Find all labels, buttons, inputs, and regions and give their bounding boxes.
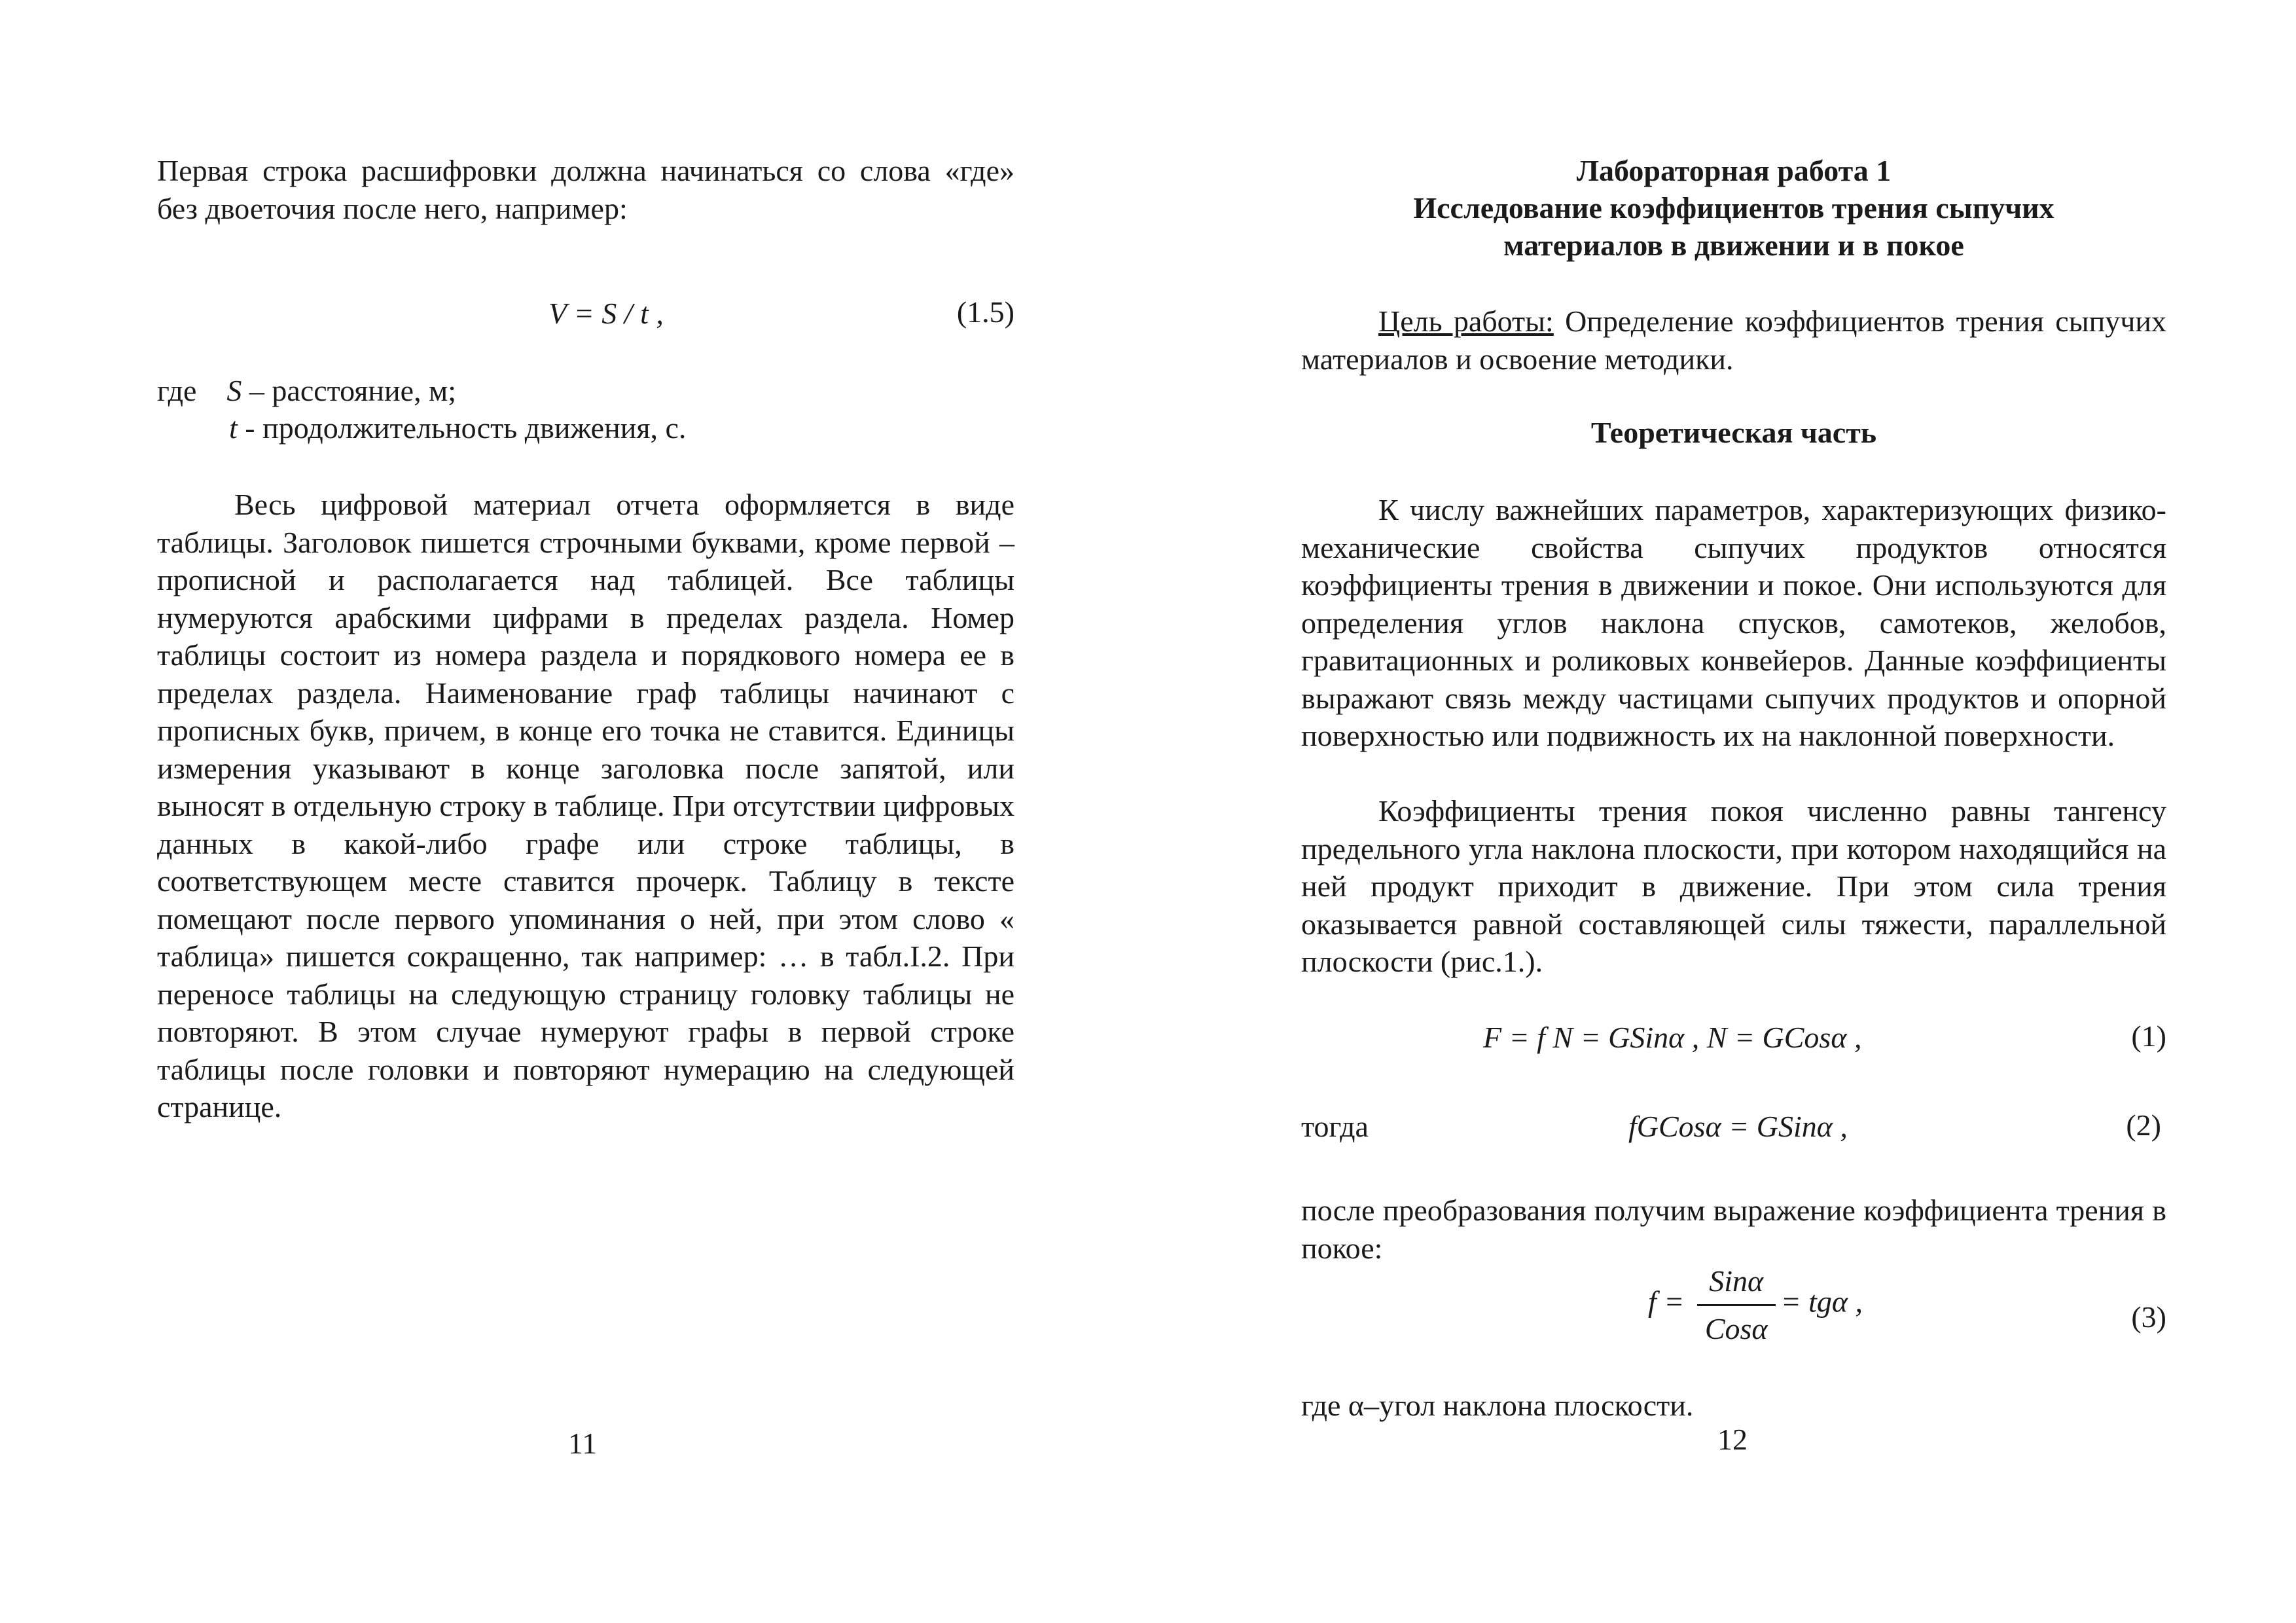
left-tables-paragraph: Весь цифровой материал отчета оформляется в виде таблицы. Заголовок пишется строчными буквами, кроме первой – прописной и располагается над таблицей. Все таблицы нумеруются арабскими цифрами в пределах раздела. Номер таблицы состоит из номера раздела и порядкового номера ее в пределах раздела. Наименование граф таблицы начинают с прописных букв, причем, в конце его точка не ставится. Единицы измерения указывают в конце заголовка после запятой, или выносят в отдельную строку в таблице. При отсутствии цифровых данных в какой-либо графе или строке таблицы, в соответствующем месте ставится прочерк. Таблицу в тексте помещают после первого упоминания о ней, при этом слово « таблица» пишется сокращенно, так например: … в табл.I.2. При переносе таблицы на следующую страницу головку таблицы не повторяют. В этом случае нумеруют графы в первой строке таблицы после головки и повторяют нумерацию на следующей странице.: [157, 488, 1014, 1123]
theory-paragraph-2: Коэффициенты трения покоя численно равны тангенсу предельного угла наклона плоскости, при котором находящийся на ней продукт приходит в движение. При этом сила трения оказывается равной составляющей силы тяжести, параллельной плоскости (рис.1.).: [1301, 794, 2166, 978]
equation-1-5: [548, 295, 664, 333]
page-number-right: 12: [1717, 1423, 1748, 1456]
equation-3-denominator: Cosα: [1704, 1311, 1768, 1345]
equation-3: [1648, 1262, 1863, 1347]
equation-1-number: (1): [2131, 1019, 2166, 1053]
goal-paragraph: [1301, 302, 2166, 378]
where-line-2: [229, 409, 686, 447]
theory-paragraph-1: К числу важнейших параметров, характеризующих физико-механические свойства сыпучих продуктов относятся коэффициенты трения в движении и покое. Они используются для определения углов наклона спусков, самотеков, желобов, гравитационных и роликовых конвейеров. Данные коэффициенты выражают связь между частицами сыпучих продуктов и опорной поверхностью или подвижность их на наклонной поверхности.: [1301, 493, 2166, 752]
where-line-1: [157, 372, 456, 410]
page-number-left: 11: [568, 1427, 598, 1460]
where-desc-2: - продолжительность движения, с.: [237, 411, 687, 445]
alpha-definition: где α–угол наклона плоскости.: [1301, 1389, 1694, 1422]
lab-subtitle-line-1: Исследование коэффициентов трения сыпучих: [1413, 191, 2054, 225]
where-desc-1: – расстояние, м;: [242, 374, 456, 407]
lab-title: Лабораторная работа 1: [1576, 154, 1892, 187]
goal-text: Определение коэффициентов трения сыпучих материалов и освоение методики.: [1301, 304, 2166, 376]
equation-2-number: (2): [2126, 1108, 2161, 1142]
theory-paragraph-3: после преобразования получим выражение коэффициента трения в покое:: [1301, 1194, 2166, 1265]
left-page: [157, 0, 1014, 1623]
lab-subtitle-line-2: материалов в движении и в покое: [1503, 228, 1964, 262]
equation-3-number: (3): [2131, 1300, 2166, 1334]
right-page: [1301, 0, 2166, 1623]
equation-3-lhs: f =: [1648, 1285, 1692, 1319]
equation-2-formula: fGCosα = GSinα ,: [1628, 1110, 1848, 1143]
theory-section-heading: Теоретическая часть: [1590, 416, 1877, 449]
where-word: где: [157, 374, 197, 407]
equation-3-fraction: [1697, 1262, 1776, 1347]
equation-1: [1483, 1019, 1861, 1057]
equation-3-numerator: Sinα: [1697, 1262, 1776, 1306]
equation-1-5-formula: V = S / t ,: [548, 297, 664, 330]
equation-1-formula: F = f N = GSinα , N = GCosα ,: [1483, 1021, 1862, 1054]
where-var-2: t: [229, 411, 238, 445]
equation-2: [1628, 1108, 1848, 1146]
equation-1-5-number: (1.5): [956, 295, 1014, 329]
goal-label: Цель работы:: [1378, 304, 1554, 338]
left-intro-paragraph: Первая строка расшифровки должна начинаться со слова «где» без двоеточия после него, например:: [157, 154, 1014, 225]
equation-3-rhs: = tgα ,: [1780, 1285, 1863, 1319]
equation-2-prefix: тогда: [1301, 1110, 1369, 1143]
where-var-1: S: [226, 374, 242, 407]
